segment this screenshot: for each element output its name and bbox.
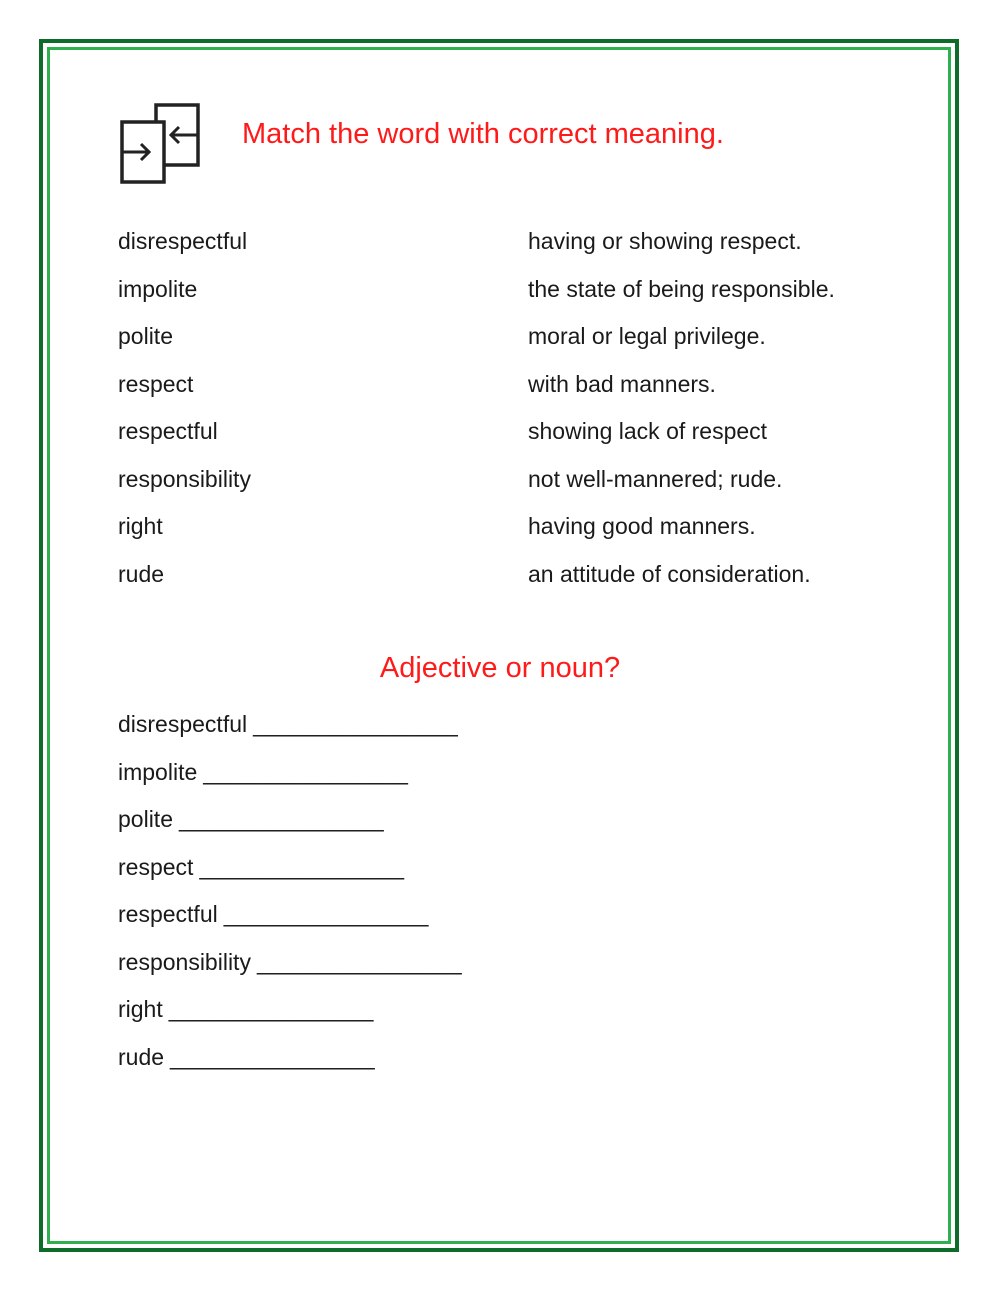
match-word[interactable]: right [118,513,163,539]
adjective-noun-row [118,895,462,943]
answer-blank[interactable]: ________________ [199,853,405,880]
match-meaning[interactable]: not well-mannered; rude. [528,465,783,492]
match-row [118,365,898,413]
match-word[interactable]: disrespectful [118,228,248,254]
match-meaning[interactable]: having good manners. [528,513,756,539]
adjective-noun-word: disrespectful [118,711,248,737]
adjective-noun-row [118,990,462,1038]
match-row [118,460,898,508]
adjective-noun-word: right [118,996,163,1022]
match-word[interactable]: impolite [118,275,198,302]
match-row [118,507,898,555]
adjective-noun-list [118,705,462,1085]
match-meaning[interactable]: showing lack of respect [528,418,768,444]
match-arrows-icon [118,102,204,186]
adjective-noun-word: rude [118,1043,165,1070]
match-row [118,317,898,365]
answer-blank[interactable]: ________________ [168,996,374,1022]
adjective-noun-word: respectful [118,901,218,927]
match-word[interactable]: respect [118,370,194,397]
adjective-noun-row [118,848,462,896]
match-row [118,555,898,603]
match-row [118,270,898,318]
adjective-noun-row [118,705,462,753]
match-row [118,222,898,270]
adjective-noun-word: polite [118,806,173,832]
answer-blank[interactable]: ________________ [178,806,384,832]
match-meaning[interactable]: with bad manners. [528,370,716,397]
adjective-noun-row [118,800,462,848]
match-meaning[interactable]: moral or legal privilege. [528,323,766,349]
adjective-noun-row [118,753,462,801]
adjective-noun-word: respect [118,853,194,880]
match-word[interactable]: responsibility [118,465,251,492]
page-title: Match the word with correct meaning. [242,118,724,150]
match-word[interactable]: rude [118,560,165,587]
answer-blank[interactable]: ________________ [253,711,458,737]
answer-blank[interactable]: ________________ [170,1043,375,1070]
adjective-noun-row [118,943,462,991]
answer-blank[interactable]: ________________ [203,758,408,785]
match-meaning[interactable]: an attitude of consideration. [528,560,811,587]
match-row [118,412,898,460]
adjective-noun-word: impolite [118,758,198,785]
match-meaning[interactable]: the state of being responsible. [528,275,835,302]
answer-blank[interactable]: ________________ [256,948,462,975]
match-word[interactable]: respectful [118,418,218,444]
match-word[interactable]: polite [118,323,173,349]
match-meaning[interactable]: having or showing respect. [528,228,802,254]
section-title-adjective-noun: Adjective or noun? [379,652,621,684]
adjective-noun-row [118,1038,462,1086]
adjective-noun-word: responsibility [118,948,251,975]
matching-list [118,222,898,602]
answer-blank[interactable]: ________________ [223,901,429,927]
